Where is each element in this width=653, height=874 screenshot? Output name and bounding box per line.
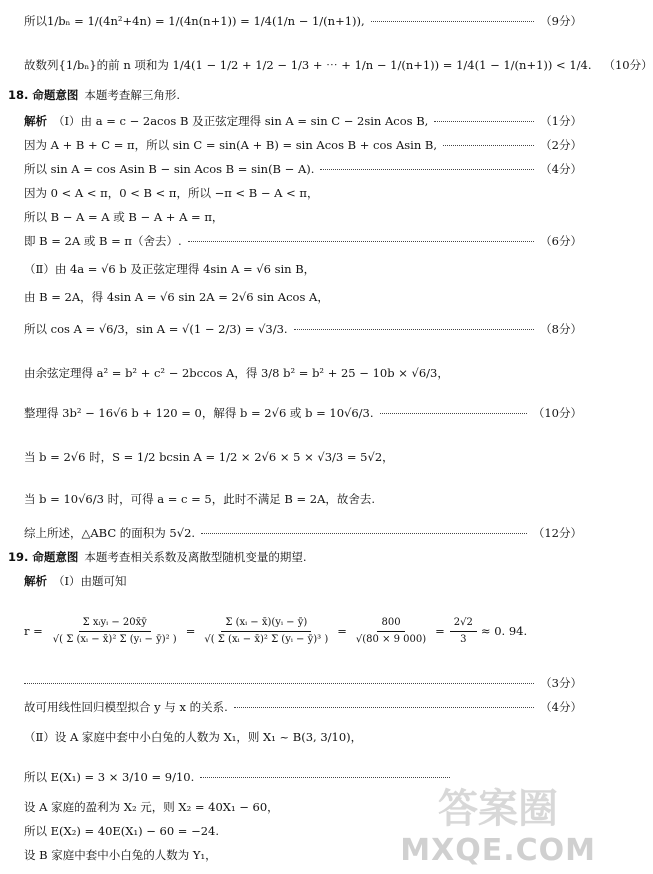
dot-leader bbox=[380, 412, 527, 414]
line-text: 本题考查解三角形. bbox=[84, 88, 181, 102]
line-l17 bbox=[24, 574, 582, 588]
line-text: 因为 A + B + C = π，所以 sin C = sin(A + B) = sin Acos B + cos Asin B, bbox=[24, 138, 437, 152]
line-text: 因为 0 < A < π，0 < B < π，所以 −π < B − A < π， bbox=[24, 186, 319, 200]
score-mark: （2分） bbox=[540, 138, 582, 152]
score-mark: （12分） bbox=[532, 526, 582, 540]
formula-fraction-2 bbox=[200, 617, 332, 646]
score-mark: （10分） bbox=[532, 406, 582, 420]
line-text: 由 B = 2A，得 4sin A = √6 sin 2A = 2√6 sin Acos A， bbox=[24, 290, 329, 304]
formula-denominator: √( Σ (xᵢ − x̄)² Σ (yᵢ − ȳ)² ) bbox=[52, 633, 177, 645]
line-text: 即 B = 2A 或 B = π（舍去）. bbox=[24, 234, 182, 248]
dot-leader bbox=[24, 682, 534, 684]
score-mark: （1分） bbox=[540, 114, 582, 128]
line-text: （Ⅰ）由 a = c − 2acos B 及正弦定理得 sin A = sin C − 2sin Acos B, bbox=[53, 114, 429, 128]
line-l14 bbox=[24, 450, 582, 464]
line-text: 所以 sin A = cos Asin B − sin Acos B = sin(B − A). bbox=[24, 162, 315, 176]
dot-leader bbox=[434, 120, 534, 122]
score-mark: （9分） bbox=[540, 14, 582, 28]
line-text: 当 b = 2√6 时，S = 1/2 bcsin A = 1/2 × 2√6 × 5 × √3/3 = 5√2， bbox=[24, 450, 394, 464]
line-l8 bbox=[24, 234, 582, 248]
line-l16 bbox=[24, 526, 582, 540]
question-number: 18. bbox=[8, 88, 29, 102]
formula-lhs: r = bbox=[24, 624, 43, 638]
dot-leader bbox=[234, 706, 534, 708]
line-text: 所以 E(X₂) = 40E(X₁) − 60 = −24. bbox=[24, 824, 220, 838]
line-text: 由余弦定理得 a² = b² + c² − 2bccos A，得 3/8 b² = b² + 25 − 10b × √6/3， bbox=[24, 366, 449, 380]
score-mark: （8分） bbox=[540, 322, 582, 336]
line-l11 bbox=[24, 322, 582, 336]
dot-leader bbox=[443, 144, 534, 146]
line-l4 bbox=[24, 138, 582, 152]
formula-numerator: 800 bbox=[377, 617, 404, 632]
section-label: 命题意图 bbox=[32, 550, 79, 564]
line-l13 bbox=[24, 406, 582, 420]
dot-leader bbox=[200, 776, 450, 778]
dot-leader bbox=[201, 532, 527, 534]
formula-denominator: √( Σ (xᵢ − x̄)² Σ (yᵢ − ȳ)³ ) bbox=[204, 633, 329, 645]
line-l6 bbox=[24, 186, 582, 200]
dot-leader bbox=[188, 240, 535, 242]
line-text: 当 b = 10√6/3 时，可得 a = c = 5，此时不满足 B = 2A，故舍去. bbox=[24, 492, 376, 506]
line-text: （Ⅱ）设 A 家庭中套中小白兔的人数为 X₁，则 X₁ ~ B(3, 3/10)， bbox=[24, 730, 363, 744]
heading-18 bbox=[8, 88, 582, 102]
line-text: 所以 B − A = A 或 B − A + A = π， bbox=[24, 210, 224, 224]
line-l1 bbox=[24, 14, 582, 28]
line-l3 bbox=[24, 114, 582, 128]
formula-approx: ≈ 0. 94. bbox=[480, 624, 528, 638]
correlation-formula: r = Σ xᵢyᵢ − 20x̄ȳ √( Σ (xᵢ − x̄)² Σ (yᵢ − ȳ)² ) = $\frac{\text{Σ (xᵢ − x̄)(yᵢ − ȳ)}}{\text{√( Σ (xᵢ − x̄)² Σ (yᵢ − ȳ)³ )}}$ = $\frac{800}{√(80 \times 9 000)}$ = $\frac{2√2}{3}$ ≈ 0. 94. bbox=[24, 616, 528, 645]
formula-fraction-1 bbox=[49, 617, 181, 646]
line-l20 bbox=[24, 730, 582, 744]
line-text: 综上所述，△ABC 的面积为 5√2. bbox=[24, 526, 196, 540]
line-text: 设 A 家庭的盈利为 X₂ 元，则 X₂ = 40X₁ − 60， bbox=[24, 800, 279, 814]
formula-numerator: Σ (xᵢ − x̄)(yᵢ − ȳ) bbox=[221, 617, 311, 632]
line-text: 所以1/bₙ = 1/(4n²+4n) = 1/(4n(n+1)) = 1/4(1/n − 1/(n+1)), bbox=[24, 14, 365, 28]
score-mark: （4分） bbox=[540, 700, 582, 714]
line-l19 bbox=[24, 700, 582, 714]
formula-numerator: 2√2 bbox=[450, 617, 477, 632]
line-l7 bbox=[24, 210, 582, 224]
question-number: 19. bbox=[8, 550, 29, 564]
line-text: 故可用线性回归模型拟合 y 与 x 的关系. bbox=[24, 700, 228, 714]
score-mark: （3分） bbox=[540, 676, 582, 690]
formula-numerator: Σ xᵢyᵢ − 20x̄ȳ bbox=[79, 617, 151, 632]
dot-leader bbox=[320, 168, 534, 170]
line-text: （Ⅱ）由 4a = √6 b 及正弦定理得 4sin A = √6 sin B， bbox=[24, 262, 316, 276]
section-label: 命题意图 bbox=[32, 88, 79, 102]
line-text: 故数列{1/bₙ}的前 n 项和为 1/4(1 − 1/2 + 1/2 − 1/3 + ⋯ + 1/n − 1/(n+1)) = 1/4(1 − 1/(n+1)) < 1/4. bbox=[24, 58, 592, 72]
watermark-text: MXQE.COM bbox=[400, 833, 596, 868]
line-l15 bbox=[24, 492, 582, 506]
line-l9 bbox=[24, 262, 582, 276]
formula-denominator: √(80 × 9 000) bbox=[355, 633, 427, 645]
line-l18 bbox=[24, 676, 582, 690]
dot-leader bbox=[371, 20, 535, 22]
formula-denominator: 3 bbox=[460, 633, 467, 645]
line-text: 整理得 3b² − 16√6 b + 120 = 0，解得 b = 2√6 或 b = 10√6/3. bbox=[24, 406, 374, 420]
line-text: 本题考查相关系数及离散型随机变量的期望. bbox=[84, 550, 307, 564]
heading-19 bbox=[8, 550, 582, 564]
line-text: 设 B 家庭中套中小白兔的人数为 Y₁， bbox=[24, 848, 217, 862]
watermark-logo: 答案圈 bbox=[438, 786, 558, 832]
line-l2 bbox=[24, 58, 653, 72]
line-text: （Ⅰ）由题可知 bbox=[53, 574, 127, 588]
dot-leader bbox=[294, 328, 535, 330]
line-l12 bbox=[24, 366, 582, 380]
line-text: 所以 E(X₁) = 3 × 3/10 = 9/10. bbox=[24, 770, 195, 784]
score-mark: （6分） bbox=[540, 234, 582, 248]
score-mark: （4分） bbox=[540, 162, 582, 176]
line-l5 bbox=[24, 162, 582, 176]
line-l10 bbox=[24, 290, 582, 304]
section-label: 解析 bbox=[24, 114, 47, 128]
line-text: 所以 cos A = √6/3，sin A = √(1 − 2/3) = √3/3. bbox=[24, 322, 288, 336]
formula-fraction-3 bbox=[352, 617, 430, 646]
score-mark: （10分） bbox=[603, 58, 653, 72]
formula-fraction-4 bbox=[450, 617, 477, 646]
section-label: 解析 bbox=[24, 574, 47, 588]
